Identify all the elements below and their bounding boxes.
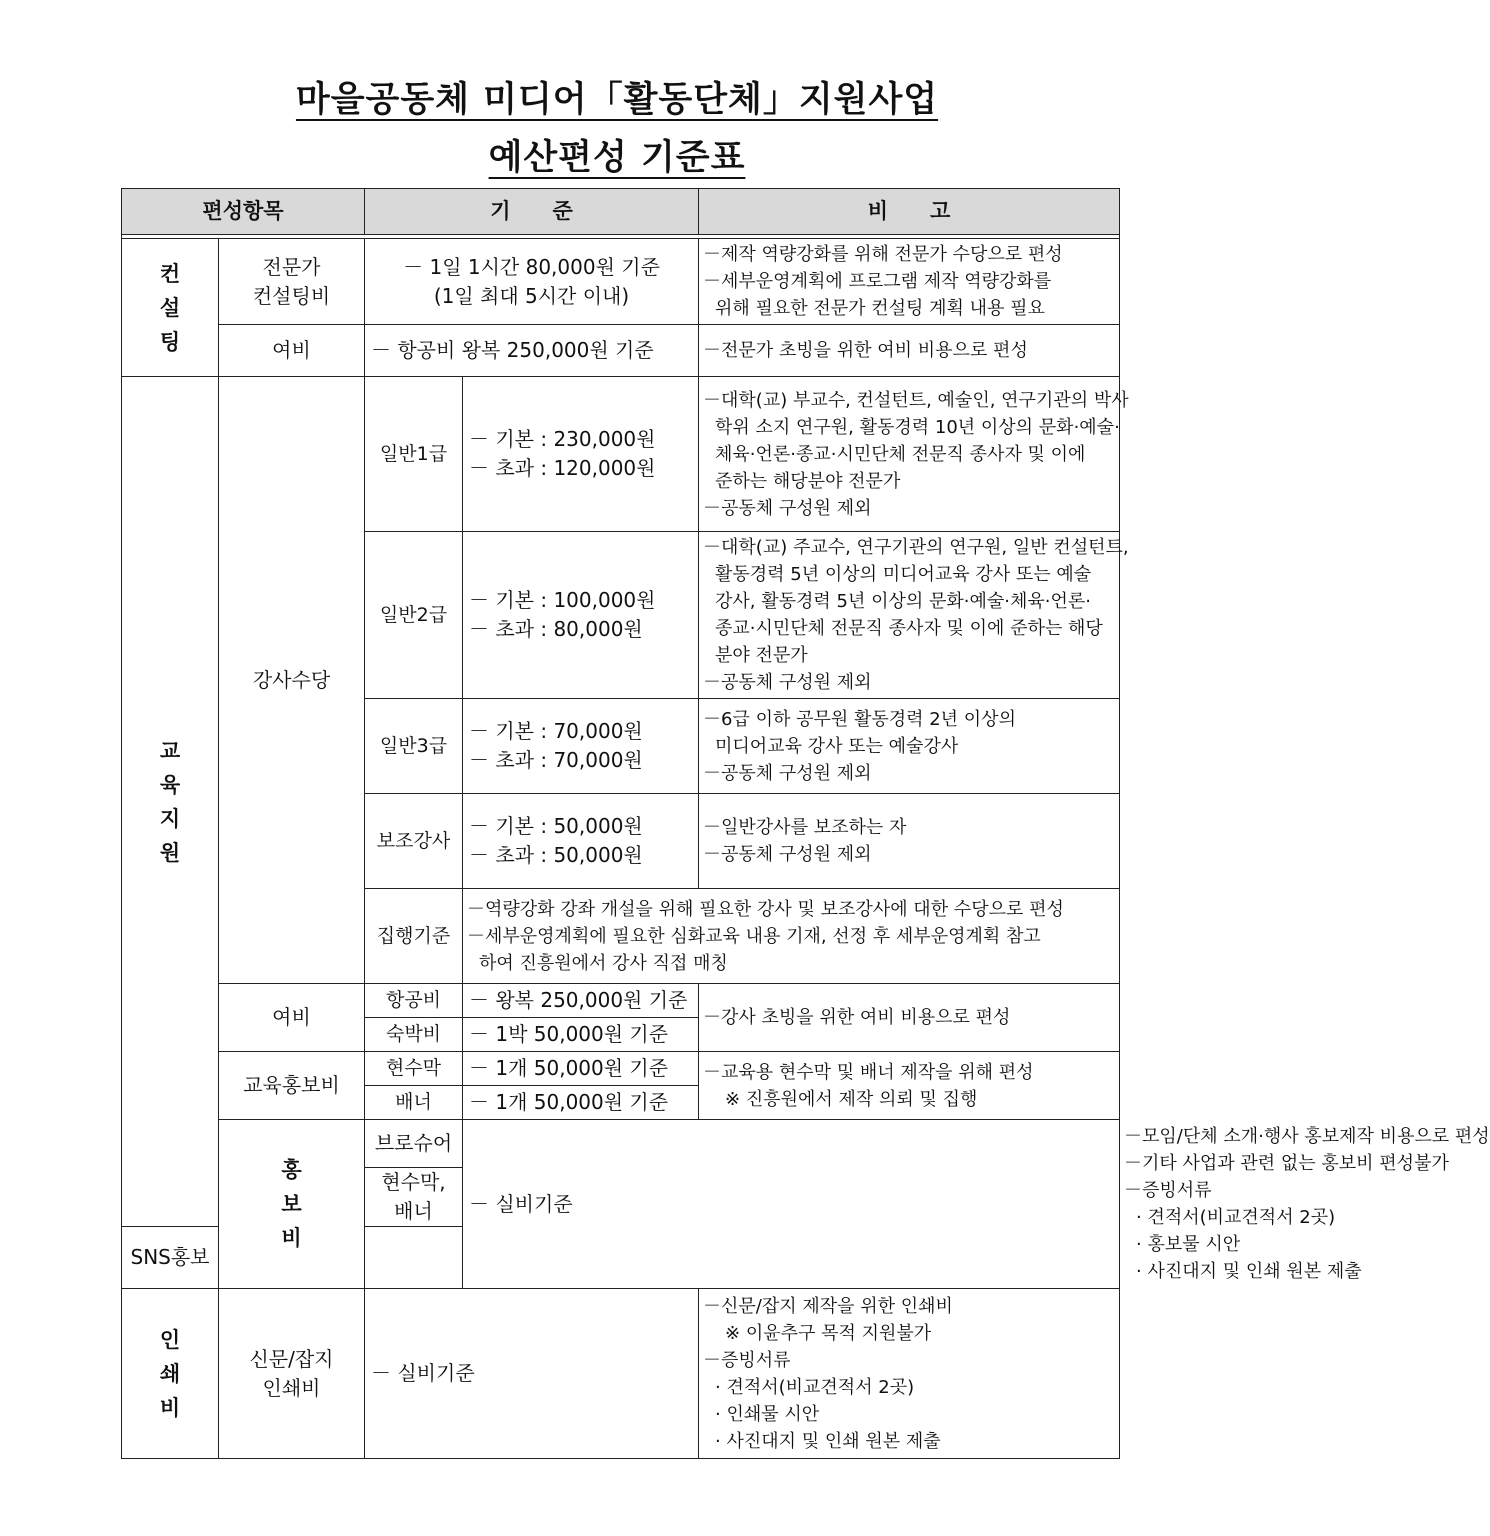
item-brochure: 브로슈어 <box>365 1120 463 1168</box>
grade-label: 일반3급 <box>365 699 463 794</box>
header-remarks: 비 고 <box>699 189 1120 235</box>
airfare-criteria: － 왕복 250,000원 기준 <box>463 984 699 1018</box>
grade-remarks: －대학(교) 주교수, 연구기관의 연구원, 일반 컨설턴트, 활동경력 5년 이상의 미디어교육 강사 또는 예술 강사, 활동경력 5년 이상의 문화·예술·체육·언론· 종교·시민단체 전문직 종사자 및 이에 준하는 해당 분야 전문가 －공동체 구성원 제외 <box>699 532 1120 699</box>
remarks-consulting-travel: －전문가 초빙을 위한 여비 비용으로 편성 <box>699 325 1120 377</box>
header-criteria: 기 준 <box>365 189 699 235</box>
table-header-row <box>122 189 1120 235</box>
category-education: 교 육 지 원 <box>122 377 219 1227</box>
grade-criteria: － 기본 : 230,000원 － 초과 : 120,000원 <box>463 377 699 532</box>
grade-criteria: － 기본 : 50,000원 － 초과 : 50,000원 <box>463 794 699 889</box>
execution-text: －역량강화 강좌 개설을 위해 필요한 강사 및 보조강사에 대한 수당으로 편성 －세부운영계획에 필요한 심화교육 내용 기재, 선정 후 세부운영계획 참고 하여 진흥원에서 강사 직접 매칭 <box>463 889 1120 984</box>
criteria-promotion: － 실비기준 <box>463 1120 1120 1289</box>
table-row <box>122 239 1120 325</box>
document-title-line2: 예산편성 기준표 <box>488 138 746 178</box>
category-promotion: 홍 보 비 <box>219 1120 365 1289</box>
item-expert-consulting-fee: 전문가 컨설팅비 <box>219 239 365 325</box>
criteria-printing: － 실비기준 <box>365 1289 699 1459</box>
banner2-label: 배너 <box>365 1086 463 1120</box>
header-item: 편성항목 <box>122 189 365 235</box>
lodging-criteria: － 1박 50,000원 기준 <box>463 1018 699 1052</box>
banner1-label: 현수막 <box>365 1052 463 1086</box>
item-banner: 현수막, 배너 <box>365 1168 463 1227</box>
banner2-criteria: － 1개 50,000원 기준 <box>463 1086 699 1120</box>
remarks-education-travel: －강사 초빙을 위한 여비 비용으로 편성 <box>699 984 1120 1052</box>
remarks-education-promo: －교육용 현수막 및 배너 제작을 위해 편성 ※ 진흥원에서 제작 의뢰 및 집행 <box>699 1052 1120 1120</box>
table-row <box>122 984 1120 1018</box>
grade-criteria: － 기본 : 100,000원 － 초과 : 80,000원 <box>463 532 699 699</box>
item-instructor-fee: 강사수당 <box>219 377 365 984</box>
category-consulting: 컨 설 팅 <box>122 239 219 377</box>
remarks-expert-fee: －제작 역량강화를 위해 전문가 수당으로 편성 －세부운영계획에 프로그램 제작 역량강화를 위해 필요한 전문가 컨설팅 계획 내용 필요 <box>699 239 1120 325</box>
lodging-label: 숙박비 <box>365 1018 463 1052</box>
criteria-consulting-travel: － 항공비 왕복 250,000원 기준 <box>365 325 699 377</box>
execution-label: 집행기준 <box>365 889 463 984</box>
item-education-travel: 여비 <box>219 984 365 1052</box>
remarks-printing: －신문/잡지 제작을 위한 인쇄비 ※ 이윤추구 목적 지원불가 －증빙서류 · 견적서(비교견적서 2곳) · 인쇄물 시안 · 사진대지 및 인쇄 원본 제출 <box>699 1289 1120 1459</box>
criteria-expert-fee: － 1일 1시간 80,000원 기준 (1일 최대 5시간 이내) <box>365 239 699 325</box>
table-row <box>122 1052 1120 1086</box>
table-row <box>122 377 1120 532</box>
item-consulting-travel: 여비 <box>219 325 365 377</box>
document-title-line1: 마을공동체 미디어「활동단체」지원사업 <box>295 80 939 120</box>
banner1-criteria: － 1개 50,000원 기준 <box>463 1052 699 1086</box>
grade-remarks: －일반강사를 보조하는 자 －공동체 구성원 제외 <box>699 794 1120 889</box>
grade-label: 일반1급 <box>365 377 463 532</box>
grade-label: 일반2급 <box>365 532 463 699</box>
grade-remarks: －6급 이하 공무원 활동경력 2년 이상의 미디어교육 강사 또는 예술강사 －공동체 구성원 제외 <box>699 699 1120 794</box>
table-row <box>122 325 1120 377</box>
grade-label: 보조강사 <box>365 794 463 889</box>
table-row: 홍 보 비 브로슈어 － 실비기준 －모임/단체 소개·행사 홍보제작 비용으로 편성 －기타 사업과 관련 없는 홍보비 편성불가 －증빙서류 · 견적서(비교견적서 2곳) · 홍보물 시안 · 사진대지 및 인쇄 원본 제출 <box>122 1120 1120 1168</box>
item-education-promo: 교육홍보비 <box>219 1052 365 1120</box>
grade-criteria: － 기본 : 70,000원 － 초과 : 70,000원 <box>463 699 699 794</box>
airfare-label: 항공비 <box>365 984 463 1018</box>
category-printing: 인 쇄 비 <box>122 1289 219 1459</box>
table-row <box>122 1289 1120 1459</box>
item-newspaper-printing: 신문/잡지 인쇄비 <box>219 1289 365 1459</box>
item-sns: SNS홍보 <box>122 1227 219 1289</box>
budget-criteria-table <box>121 188 1490 1459</box>
grade-remarks: －대학(교) 부교수, 컨설턴트, 예술인, 연구기관의 박사 학위 소지 연구원, 활동경력 10년 이상의 문화·예술· 체육·언론·종교·시민단체 전문직 종사자 및 이에 준하는 해당분야 전문가 －공동체 구성원 제외 <box>699 377 1120 532</box>
